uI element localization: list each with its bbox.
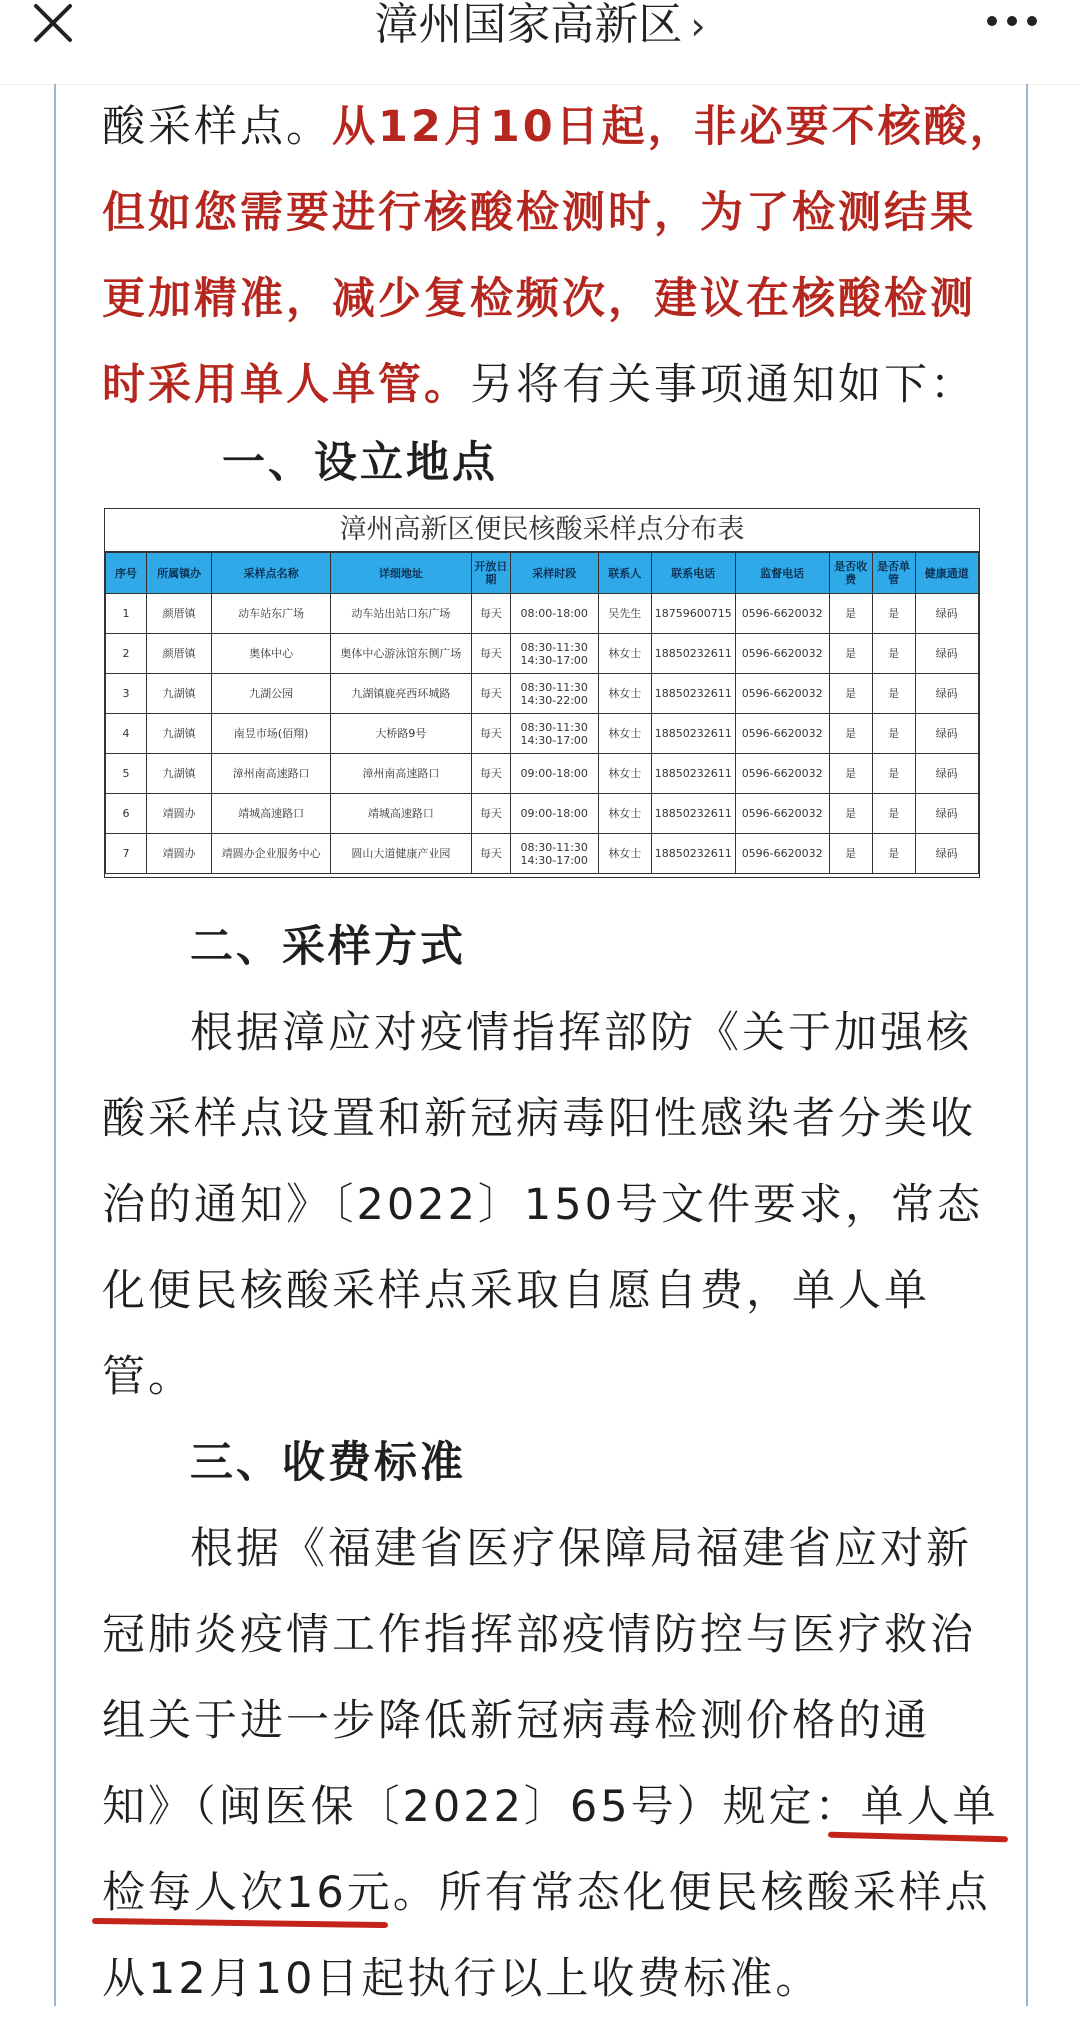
cell: 08:30-11:30 14:30-17:00 bbox=[510, 634, 598, 674]
cell: 0596-6620032 bbox=[735, 794, 829, 834]
section3-line-6: 从12月10日起执行以上收费标准。 bbox=[102, 1954, 822, 2004]
cell: 动车站出站口东广场 bbox=[330, 594, 471, 634]
cell: 09:00-18:00 bbox=[510, 754, 598, 794]
cell: 是 bbox=[829, 594, 872, 634]
cell: 08:30-11:30 14:30-17:00 bbox=[510, 834, 598, 874]
cell: 漳州南高速路口 bbox=[330, 754, 471, 794]
cell: 是 bbox=[829, 754, 872, 794]
cell: 颜厝镇 bbox=[146, 594, 211, 634]
cell: 18850232611 bbox=[651, 674, 735, 714]
cell: 09:00-18:00 bbox=[510, 794, 598, 834]
cell: 0596-6620032 bbox=[735, 634, 829, 674]
th-open-days: 开放日期 bbox=[471, 553, 510, 594]
table-header-row bbox=[106, 553, 979, 594]
cell: 绿码 bbox=[915, 594, 978, 634]
section2-line-5: 管。 bbox=[102, 1352, 194, 1402]
cell: 18850232611 bbox=[651, 834, 735, 874]
cell: 大桥路9号 bbox=[330, 714, 471, 754]
cell: 是 bbox=[829, 794, 872, 834]
intro-line-1 bbox=[102, 84, 1016, 170]
cell: 18759600715 bbox=[651, 594, 735, 634]
cell: 08:30-11:30 14:30-22:00 bbox=[510, 674, 598, 714]
cell: 是 bbox=[872, 794, 915, 834]
account-name[interactable]: 漳州国家高新区 bbox=[374, 0, 683, 50]
cell: 每天 bbox=[471, 794, 510, 834]
more-button[interactable] bbox=[984, 8, 1040, 34]
cell: 是 bbox=[872, 714, 915, 754]
left-border-line bbox=[54, 84, 56, 2006]
th-town: 所属镇办 bbox=[146, 553, 211, 594]
cell: 是 bbox=[872, 754, 915, 794]
cell: 九湖镇 bbox=[146, 714, 211, 754]
cell: 是 bbox=[872, 634, 915, 674]
cell: 每天 bbox=[471, 834, 510, 874]
intro-text: 另将有关事项通知如下： bbox=[470, 360, 976, 410]
intro-line-2: 但如您需要进行核酸检测时，为了检测结果 bbox=[102, 188, 976, 238]
th-index: 序号 bbox=[106, 553, 147, 594]
cell: 圆山大道健康产业园 bbox=[330, 834, 471, 874]
section1-heading: 一、设立地点 bbox=[222, 438, 498, 488]
cell: 颜厝镇 bbox=[146, 634, 211, 674]
cell: 4 bbox=[106, 714, 147, 754]
cell: 18850232611 bbox=[651, 794, 735, 834]
cell: 0596-6620032 bbox=[735, 714, 829, 754]
cell: 林女士 bbox=[598, 714, 651, 754]
cell: 九湖镇 bbox=[146, 754, 211, 794]
section3-text: 。所有常态化便民核酸采样点 bbox=[392, 1868, 991, 1918]
table-row bbox=[106, 714, 979, 754]
th-contact: 联系人 bbox=[598, 553, 651, 594]
table-row bbox=[106, 754, 979, 794]
cell: 奥体中心游泳馆东侧广场 bbox=[330, 634, 471, 674]
table-row bbox=[106, 834, 979, 874]
intro-text: 酸采样点。 bbox=[102, 102, 332, 152]
table-title: 漳州高新区便民核酸采样点分布表 bbox=[105, 509, 979, 552]
section2-line-1: 根据漳应对疫情指挥部防《关于加强核 bbox=[190, 1008, 972, 1058]
cell: 吴先生 bbox=[598, 594, 651, 634]
cell: 奥体中心 bbox=[212, 634, 331, 674]
cell: 0596-6620032 bbox=[735, 674, 829, 714]
cell: 是 bbox=[872, 674, 915, 714]
cell: 是 bbox=[829, 634, 872, 674]
cell: 林女士 bbox=[598, 674, 651, 714]
th-site: 采样点名称 bbox=[212, 553, 331, 594]
cell: 靖圆办 bbox=[146, 794, 211, 834]
cell: 08:30-11:30 14:30-17:00 bbox=[510, 714, 598, 754]
cell: 3 bbox=[106, 674, 147, 714]
underlined-price-text: 检每人次16元 bbox=[102, 1868, 393, 1918]
cell: 动车站东广场 bbox=[212, 594, 331, 634]
cell: 18850232611 bbox=[651, 754, 735, 794]
cell: 绿码 bbox=[915, 674, 978, 714]
top-bar bbox=[0, 0, 1080, 85]
cell: 漳州南高速路口 bbox=[212, 754, 331, 794]
cell: 2 bbox=[106, 634, 147, 674]
cell: 靖圆办企业服务中心 bbox=[212, 834, 331, 874]
account-title[interactable] bbox=[0, 0, 1080, 51]
intro-highlight: 时采用单人单管。 bbox=[102, 360, 470, 410]
table-row bbox=[106, 674, 979, 714]
cell: 是 bbox=[829, 834, 872, 874]
th-phone: 联系电话 bbox=[651, 553, 735, 594]
section3-line-2: 冠肺炎疫情工作指挥部疫情防控与医疗救治 bbox=[102, 1610, 976, 1660]
table-row bbox=[106, 634, 979, 674]
cell: 每天 bbox=[471, 634, 510, 674]
th-health-channel: 健康通道 bbox=[915, 553, 978, 594]
chevron-right-icon: › bbox=[690, 4, 706, 48]
cell: 08:00-18:00 bbox=[510, 594, 598, 634]
intro-line-4 bbox=[102, 342, 982, 428]
cell: 5 bbox=[106, 754, 147, 794]
section2-line-2: 酸采样点设置和新冠病毒阳性感染者分类收 bbox=[102, 1094, 976, 1144]
intro-line-3: 更加精准，减少复检频次，建议在核酸检测 bbox=[102, 274, 976, 324]
th-address: 详细地址 bbox=[330, 553, 471, 594]
cell: 是 bbox=[829, 674, 872, 714]
cell: 18850232611 bbox=[651, 634, 735, 674]
cell: 绿码 bbox=[915, 714, 978, 754]
th-charge: 是否收费 bbox=[829, 553, 872, 594]
cell: 每天 bbox=[471, 594, 510, 634]
cell: 6 bbox=[106, 794, 147, 834]
section2-heading: 二、采样方式 bbox=[190, 922, 466, 972]
th-hours: 采样时段 bbox=[510, 553, 598, 594]
th-supervise-phone: 监督电话 bbox=[735, 553, 829, 594]
cell: 林女士 bbox=[598, 754, 651, 794]
cell: 是 bbox=[872, 834, 915, 874]
cell: 靖圆办 bbox=[146, 834, 211, 874]
section3-line-3: 组关于进一步降低新冠病毒检测价格的通 bbox=[102, 1696, 930, 1746]
cell: 九湖镇 bbox=[146, 674, 211, 714]
sampling-points-table bbox=[104, 508, 980, 878]
cell: 每天 bbox=[471, 674, 510, 714]
cell: 绿码 bbox=[915, 834, 978, 874]
cell: 0596-6620032 bbox=[735, 594, 829, 634]
cell: 林女士 bbox=[598, 634, 651, 674]
cell: 绿码 bbox=[915, 634, 978, 674]
section2-line-4: 化便民核酸采样点采取自愿自费，单人单 bbox=[102, 1266, 930, 1316]
cell: 九湖镇鹿亮西环城路 bbox=[330, 674, 471, 714]
cell: 18850232611 bbox=[651, 714, 735, 754]
cell: 绿码 bbox=[915, 794, 978, 834]
cell: 林女士 bbox=[598, 834, 651, 874]
cell: 九湖公园 bbox=[212, 674, 331, 714]
more-icon bbox=[984, 8, 1040, 34]
points-table bbox=[105, 552, 979, 874]
cell: 是 bbox=[829, 714, 872, 754]
cell: 南昱市场(佰翔) bbox=[212, 714, 331, 754]
cell: 绿码 bbox=[915, 754, 978, 794]
section3-line-1: 根据《福建省医疗保障局福建省应对新 bbox=[190, 1524, 972, 1574]
section3-heading: 三、收费标准 bbox=[190, 1438, 466, 1488]
cell: 每天 bbox=[471, 754, 510, 794]
cell: 是 bbox=[872, 594, 915, 634]
cell: 每天 bbox=[471, 714, 510, 754]
section2-line-3: 治的通知》〔2022〕150号文件要求，常态 bbox=[102, 1180, 984, 1230]
table-row bbox=[106, 794, 979, 834]
underlined-price-text: 单人单 bbox=[860, 1782, 999, 1832]
th-single-tube: 是否单管 bbox=[872, 553, 915, 594]
section3-text: 知》（闽医保〔2022〕65号）规定： bbox=[102, 1782, 861, 1832]
cell: 林女士 bbox=[598, 794, 651, 834]
cell: 0596-6620032 bbox=[735, 754, 829, 794]
cell: 7 bbox=[106, 834, 147, 874]
table-row bbox=[106, 594, 979, 634]
intro-highlight: 从12月10日起，非必要不核酸， bbox=[332, 102, 1016, 152]
cell: 0596-6620032 bbox=[735, 834, 829, 874]
cell: 靖城高速路口 bbox=[212, 794, 331, 834]
cell: 靖城高速路口 bbox=[330, 794, 471, 834]
cell: 1 bbox=[106, 594, 147, 634]
